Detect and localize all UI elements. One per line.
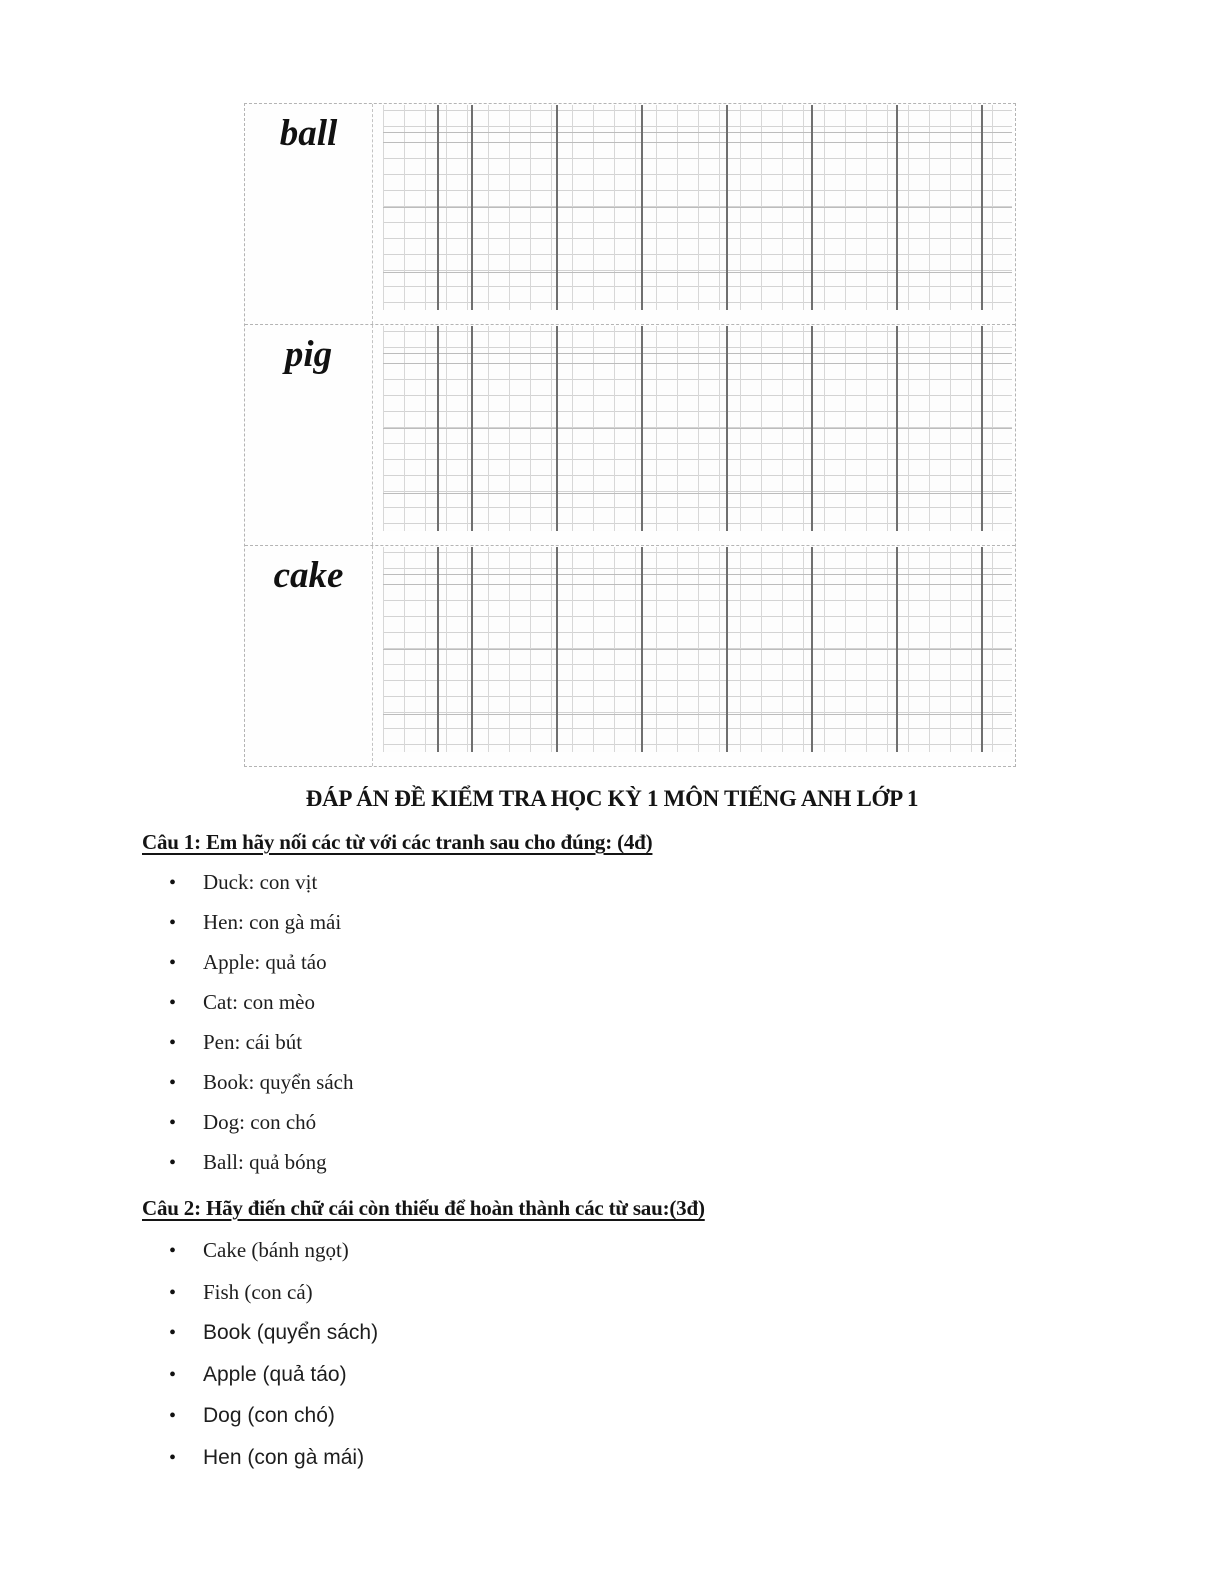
list-item-text: Cake (bánh ngọt) [203, 1238, 349, 1262]
list-item [169, 1321, 378, 1363]
practice-word-label: ball [279, 113, 338, 154]
list-item-text: Hen (con gà mái) [203, 1445, 365, 1469]
list-item [169, 1070, 353, 1110]
bullet-marker: • [169, 992, 177, 1014]
list-item-text: Ball: quả bóng [203, 1150, 327, 1174]
section-2-answer-list [169, 1238, 378, 1487]
practice-word-label: cake [273, 555, 344, 596]
section-2-heading: Câu 2: Hãy điến chữ cái còn thiếu để hoàn thành các từ sau:(3đ) [142, 1196, 705, 1220]
list-item [169, 1446, 378, 1488]
bullet-marker: • [169, 1112, 177, 1134]
bullet-marker: • [169, 1032, 177, 1054]
bullet-marker: • [169, 1363, 177, 1386]
list-item [169, 1110, 353, 1150]
bullet-marker: • [169, 1240, 177, 1262]
practice-grid-cell [373, 104, 1015, 324]
list-item [169, 870, 353, 910]
list-item [169, 990, 353, 1030]
list-item-text: Apple (quả táo) [203, 1362, 347, 1386]
practice-row-cake [245, 545, 1015, 766]
bullet-marker: • [169, 1446, 177, 1469]
list-item-text: Dog (con chó) [203, 1404, 335, 1427]
bullet-marker: • [169, 1072, 177, 1094]
practice-label-cell [245, 104, 373, 324]
list-item [169, 1280, 378, 1322]
list-item-text: Book: quyển sách [203, 1070, 354, 1094]
list-item [169, 1150, 353, 1190]
practice-label-cell [245, 325, 373, 545]
practice-row-pig [245, 324, 1015, 545]
section-1-answer-list [169, 870, 353, 1190]
list-item-text: Hen: con gà mái [203, 910, 342, 934]
practice-grid-cell [373, 325, 1015, 545]
handwriting-practice-table [244, 103, 1016, 767]
bullet-marker: • [169, 872, 177, 894]
bullet-marker: • [169, 912, 177, 934]
list-item [169, 950, 353, 990]
list-item-text: Dog: con chó [203, 1110, 317, 1134]
handwriting-grid [383, 547, 1012, 752]
bullet-marker: • [169, 952, 177, 974]
list-item [169, 1404, 378, 1446]
handwriting-grid [383, 326, 1012, 531]
list-item-text: Book (quyển sách) [203, 1321, 379, 1344]
handwriting-grid [383, 105, 1012, 310]
bullet-marker: • [169, 1322, 177, 1344]
list-item [169, 1363, 378, 1405]
practice-grid-cell [373, 546, 1015, 766]
section-1-heading: Câu 1: Em hãy nối các từ với các tranh sau cho đúng: (4đ) [142, 830, 653, 854]
practice-row-ball [245, 104, 1015, 324]
list-item-text: Duck: con vịt [203, 870, 318, 894]
bullet-marker: • [169, 1405, 177, 1427]
list-item-text: Fish (con cá) [203, 1279, 313, 1304]
list-item-text: Pen: cái bút [203, 1030, 303, 1054]
practice-word-label: pig [284, 334, 333, 375]
list-item-text: Cat: con mèo [203, 990, 315, 1014]
list-item [169, 1238, 378, 1280]
bullet-marker: • [169, 1152, 177, 1174]
list-item [169, 910, 353, 950]
bullet-marker: • [169, 1281, 177, 1304]
list-item-text: Apple: quả táo [203, 950, 327, 974]
page-title: ĐÁP ÁN ĐỀ KIỂM TRA HỌC KỲ 1 MÔN TIẾNG ANH LỚP 1 [305, 786, 919, 811]
practice-label-cell [245, 546, 373, 766]
list-item [169, 1030, 353, 1070]
